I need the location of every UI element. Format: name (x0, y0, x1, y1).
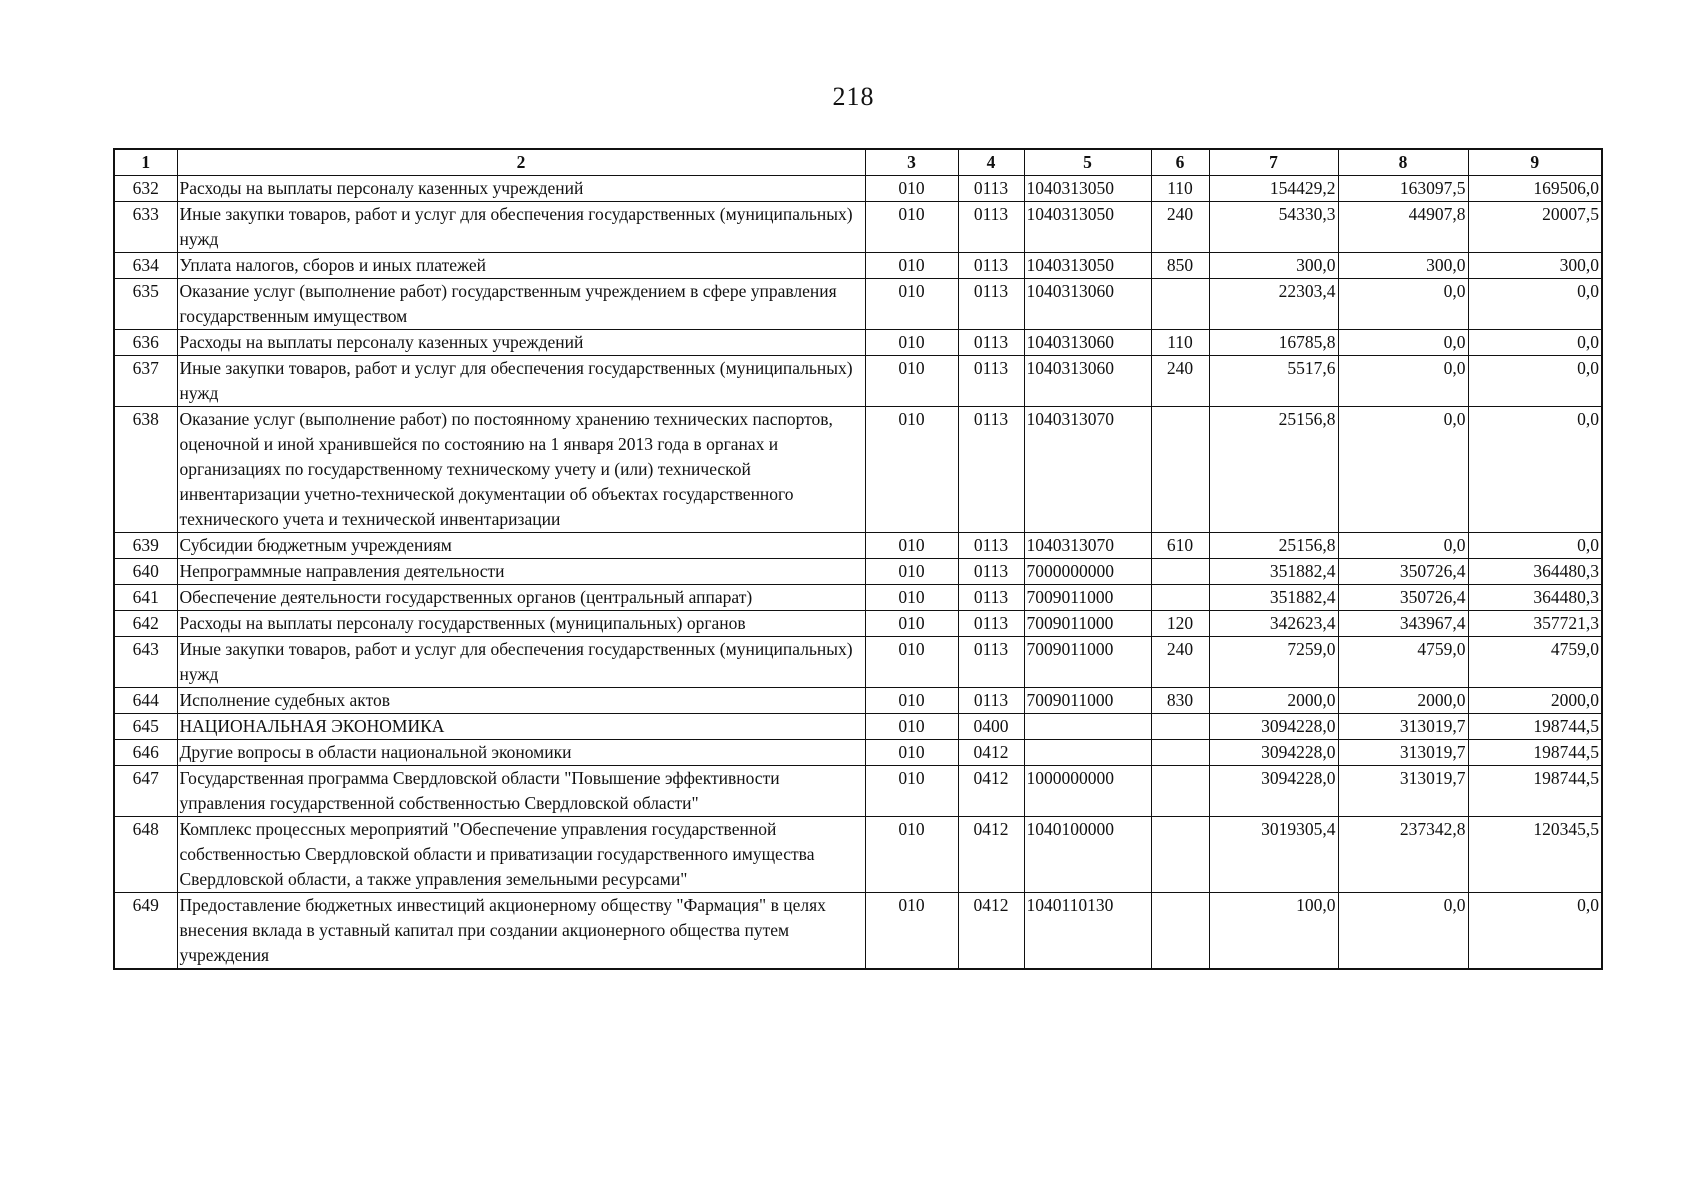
section-code-cell: 0412 (958, 766, 1024, 817)
row-name-cell: Субсидии бюджетным учреждениям (177, 533, 865, 559)
row-number-cell: 640 (114, 559, 177, 585)
expense-type-cell: 830 (1151, 688, 1209, 714)
expense-type-cell (1151, 714, 1209, 740)
target-article-cell: 1040313050 (1024, 176, 1151, 202)
amount-cell: 313019,7 (1338, 714, 1468, 740)
row-number-cell: 634 (114, 253, 177, 279)
amount-cell: 0,0 (1338, 330, 1468, 356)
section-code-cell: 0412 (958, 893, 1024, 970)
amount-cell: 198744,5 (1468, 740, 1602, 766)
amount-cell: 351882,4 (1209, 585, 1338, 611)
expense-type-cell: 240 (1151, 202, 1209, 253)
section-code-cell: 0113 (958, 330, 1024, 356)
section-code-cell: 0113 (958, 279, 1024, 330)
row-number-cell: 643 (114, 637, 177, 688)
amount-cell: 198744,5 (1468, 766, 1602, 817)
expense-type-cell (1151, 559, 1209, 585)
amount-cell: 300,0 (1209, 253, 1338, 279)
amount-cell: 342623,4 (1209, 611, 1338, 637)
target-article-cell: 7000000000 (1024, 559, 1151, 585)
section-code-cell: 0113 (958, 176, 1024, 202)
column-header: 3 (865, 149, 958, 176)
target-article-cell: 7009011000 (1024, 637, 1151, 688)
amount-cell: 2000,0 (1338, 688, 1468, 714)
row-name-cell: Комплекс процессных мероприятий "Обеспечение управления государственной собственностью Свердловской области и приватизации государственного имущества Свердловской области, а также управления земельными ресурсами" (177, 817, 865, 893)
section-code-cell: 0113 (958, 253, 1024, 279)
row-number-cell: 635 (114, 279, 177, 330)
row-name-cell: Исполнение судебных актов (177, 688, 865, 714)
row-name-cell: Другие вопросы в области национальной экономики (177, 740, 865, 766)
target-article-cell: 1040313070 (1024, 407, 1151, 533)
table-row (114, 893, 1602, 970)
ministry-code-cell: 010 (865, 817, 958, 893)
column-header: 1 (114, 149, 177, 176)
expense-type-cell: 120 (1151, 611, 1209, 637)
amount-cell: 16785,8 (1209, 330, 1338, 356)
table-row (114, 279, 1602, 330)
amount-cell: 54330,3 (1209, 202, 1338, 253)
amount-cell: 0,0 (1468, 893, 1602, 970)
amount-cell: 0,0 (1468, 533, 1602, 559)
expense-type-cell: 110 (1151, 176, 1209, 202)
expense-type-cell (1151, 407, 1209, 533)
section-code-cell: 0113 (958, 611, 1024, 637)
ministry-code-cell: 010 (865, 330, 958, 356)
section-code-cell: 0113 (958, 688, 1024, 714)
target-article-cell (1024, 740, 1151, 766)
row-number-cell: 649 (114, 893, 177, 970)
row-number-cell: 645 (114, 714, 177, 740)
amount-cell: 2000,0 (1468, 688, 1602, 714)
amount-cell: 22303,4 (1209, 279, 1338, 330)
expense-type-cell: 240 (1151, 637, 1209, 688)
expense-type-cell: 610 (1151, 533, 1209, 559)
section-code-cell: 0113 (958, 202, 1024, 253)
ministry-code-cell: 010 (865, 766, 958, 817)
table-row (114, 330, 1602, 356)
table-row (114, 637, 1602, 688)
ministry-code-cell: 010 (865, 407, 958, 533)
expense-type-cell (1151, 893, 1209, 970)
amount-cell: 343967,4 (1338, 611, 1468, 637)
row-name-cell: Расходы на выплаты персоналу казенных учреждений (177, 176, 865, 202)
page-number: 218 (832, 82, 875, 111)
expense-type-cell (1151, 585, 1209, 611)
target-article-cell: 1040313060 (1024, 330, 1151, 356)
row-number-cell: 644 (114, 688, 177, 714)
table-row (114, 176, 1602, 202)
amount-cell: 237342,8 (1338, 817, 1468, 893)
row-name-cell: Предоставление бюджетных инвестиций акционерному обществу "Фармация" в целях внесения вклада в уставный капитал при создании акционерного общества путем учреждения (177, 893, 865, 970)
amount-cell: 0,0 (1468, 279, 1602, 330)
target-article-cell: 1040313050 (1024, 253, 1151, 279)
row-number-cell: 632 (114, 176, 177, 202)
table-row (114, 533, 1602, 559)
amount-cell: 300,0 (1338, 253, 1468, 279)
amount-cell: 0,0 (1338, 407, 1468, 533)
ministry-code-cell: 010 (865, 356, 958, 407)
amount-cell: 198744,5 (1468, 714, 1602, 740)
amount-cell: 313019,7 (1338, 766, 1468, 817)
amount-cell: 3094228,0 (1209, 740, 1338, 766)
section-code-cell: 0400 (958, 714, 1024, 740)
amount-cell: 2000,0 (1209, 688, 1338, 714)
amount-cell: 20007,5 (1468, 202, 1602, 253)
table-row (114, 817, 1602, 893)
ministry-code-cell: 010 (865, 202, 958, 253)
row-name-cell: Оказание услуг (выполнение работ) по постоянному хранению технических паспортов, оценочной и иной хранившейся по состоянию на 1 января 2013 года в органах и организациях по государственному техническому учету и (или) технической инвентаризации учетно-технической документации об объектах государственного технического учета и технической инвентаризации (177, 407, 865, 533)
row-name-cell: НАЦИОНАЛЬНАЯ ЭКОНОМИКА (177, 714, 865, 740)
ministry-code-cell: 010 (865, 279, 958, 330)
row-name-cell: Иные закупки товаров, работ и услуг для обеспечения государственных (муниципальных) нужд (177, 202, 865, 253)
expense-type-cell: 110 (1151, 330, 1209, 356)
amount-cell: 3094228,0 (1209, 714, 1338, 740)
ministry-code-cell: 010 (865, 688, 958, 714)
table-row (114, 585, 1602, 611)
row-number-cell: 636 (114, 330, 177, 356)
section-code-cell: 0113 (958, 637, 1024, 688)
amount-cell: 25156,8 (1209, 407, 1338, 533)
expense-type-cell (1151, 740, 1209, 766)
row-name-cell: Иные закупки товаров, работ и услуг для обеспечения государственных (муниципальных) нужд (177, 356, 865, 407)
amount-cell: 0,0 (1468, 330, 1602, 356)
expense-type-cell (1151, 817, 1209, 893)
amount-cell: 0,0 (1468, 407, 1602, 533)
expense-type-cell: 850 (1151, 253, 1209, 279)
amount-cell: 100,0 (1209, 893, 1338, 970)
amount-cell: 357721,3 (1468, 611, 1602, 637)
section-code-cell: 0113 (958, 356, 1024, 407)
ministry-code-cell: 010 (865, 637, 958, 688)
column-header: 8 (1338, 149, 1468, 176)
row-name-cell: Расходы на выплаты персоналу государственных (муниципальных) органов (177, 611, 865, 637)
row-name-cell: Оказание услуг (выполнение работ) государственным учреждением в сфере управления государственным имуществом (177, 279, 865, 330)
row-name-cell: Уплата налогов, сборов и иных платежей (177, 253, 865, 279)
row-number-cell: 639 (114, 533, 177, 559)
target-article-cell: 7009011000 (1024, 585, 1151, 611)
column-header: 6 (1151, 149, 1209, 176)
row-number-cell: 647 (114, 766, 177, 817)
row-number-cell: 633 (114, 202, 177, 253)
amount-cell: 44907,8 (1338, 202, 1468, 253)
amount-cell: 0,0 (1338, 356, 1468, 407)
section-code-cell: 0412 (958, 817, 1024, 893)
section-code-cell: 0113 (958, 559, 1024, 585)
row-name-cell: Расходы на выплаты персоналу казенных учреждений (177, 330, 865, 356)
row-number-cell: 641 (114, 585, 177, 611)
section-code-cell: 0113 (958, 585, 1024, 611)
amount-cell: 120345,5 (1468, 817, 1602, 893)
row-name-cell: Иные закупки товаров, работ и услуг для обеспечения государственных (муниципальных) нужд (177, 637, 865, 688)
amount-cell: 350726,4 (1338, 559, 1468, 585)
amount-cell: 163097,5 (1338, 176, 1468, 202)
table-row (114, 766, 1602, 817)
table-row (114, 714, 1602, 740)
row-name-cell: Государственная программа Свердловской области "Повышение эффективности управления государственной собственностью Свердловской области" (177, 766, 865, 817)
target-article-cell: 1000000000 (1024, 766, 1151, 817)
amount-cell: 364480,3 (1468, 559, 1602, 585)
target-article-cell: 1040100000 (1024, 817, 1151, 893)
row-number-cell: 648 (114, 817, 177, 893)
budget-table (113, 148, 1603, 970)
table-header-row (114, 149, 1602, 176)
table-row (114, 559, 1602, 585)
target-article-cell: 1040313060 (1024, 279, 1151, 330)
amount-cell: 3094228,0 (1209, 766, 1338, 817)
amount-cell: 364480,3 (1468, 585, 1602, 611)
column-header: 5 (1024, 149, 1151, 176)
column-header: 4 (958, 149, 1024, 176)
ministry-code-cell: 010 (865, 176, 958, 202)
table-row (114, 202, 1602, 253)
amount-cell: 0,0 (1338, 279, 1468, 330)
amount-cell: 313019,7 (1338, 740, 1468, 766)
row-name-cell: Обеспечение деятельности государственных органов (центральный аппарат) (177, 585, 865, 611)
column-header: 9 (1468, 149, 1602, 176)
ministry-code-cell: 010 (865, 253, 958, 279)
target-article-cell (1024, 714, 1151, 740)
ministry-code-cell: 010 (865, 893, 958, 970)
amount-cell: 4759,0 (1338, 637, 1468, 688)
row-number-cell: 638 (114, 407, 177, 533)
ministry-code-cell: 010 (865, 533, 958, 559)
target-article-cell: 1040313050 (1024, 202, 1151, 253)
section-code-cell: 0113 (958, 407, 1024, 533)
table-row (114, 253, 1602, 279)
target-article-cell: 1040313060 (1024, 356, 1151, 407)
row-name-cell: Непрограммные направления деятельности (177, 559, 865, 585)
section-code-cell: 0412 (958, 740, 1024, 766)
section-code-cell: 0113 (958, 533, 1024, 559)
amount-cell: 7259,0 (1209, 637, 1338, 688)
ministry-code-cell: 010 (865, 714, 958, 740)
expense-type-cell (1151, 766, 1209, 817)
amount-cell: 0,0 (1338, 533, 1468, 559)
table-row (114, 407, 1602, 533)
column-header: 7 (1209, 149, 1338, 176)
table-row (114, 740, 1602, 766)
table-row (114, 356, 1602, 407)
amount-cell: 5517,6 (1209, 356, 1338, 407)
expense-type-cell: 240 (1151, 356, 1209, 407)
amount-cell: 351882,4 (1209, 559, 1338, 585)
expense-type-cell (1151, 279, 1209, 330)
amount-cell: 169506,0 (1468, 176, 1602, 202)
target-article-cell: 7009011000 (1024, 688, 1151, 714)
row-number-cell: 637 (114, 356, 177, 407)
amount-cell: 4759,0 (1468, 637, 1602, 688)
amount-cell: 0,0 (1338, 893, 1468, 970)
target-article-cell: 1040313070 (1024, 533, 1151, 559)
ministry-code-cell: 010 (865, 740, 958, 766)
table-row (114, 611, 1602, 637)
ministry-code-cell: 010 (865, 585, 958, 611)
amount-cell: 25156,8 (1209, 533, 1338, 559)
ministry-code-cell: 010 (865, 611, 958, 637)
amount-cell: 350726,4 (1338, 585, 1468, 611)
target-article-cell: 1040110130 (1024, 893, 1151, 970)
table-row (114, 688, 1602, 714)
column-header: 2 (177, 149, 865, 176)
ministry-code-cell: 010 (865, 559, 958, 585)
amount-cell: 300,0 (1468, 253, 1602, 279)
target-article-cell: 7009011000 (1024, 611, 1151, 637)
row-number-cell: 642 (114, 611, 177, 637)
row-number-cell: 646 (114, 740, 177, 766)
amount-cell: 3019305,4 (1209, 817, 1338, 893)
amount-cell: 154429,2 (1209, 176, 1338, 202)
amount-cell: 0,0 (1468, 356, 1602, 407)
